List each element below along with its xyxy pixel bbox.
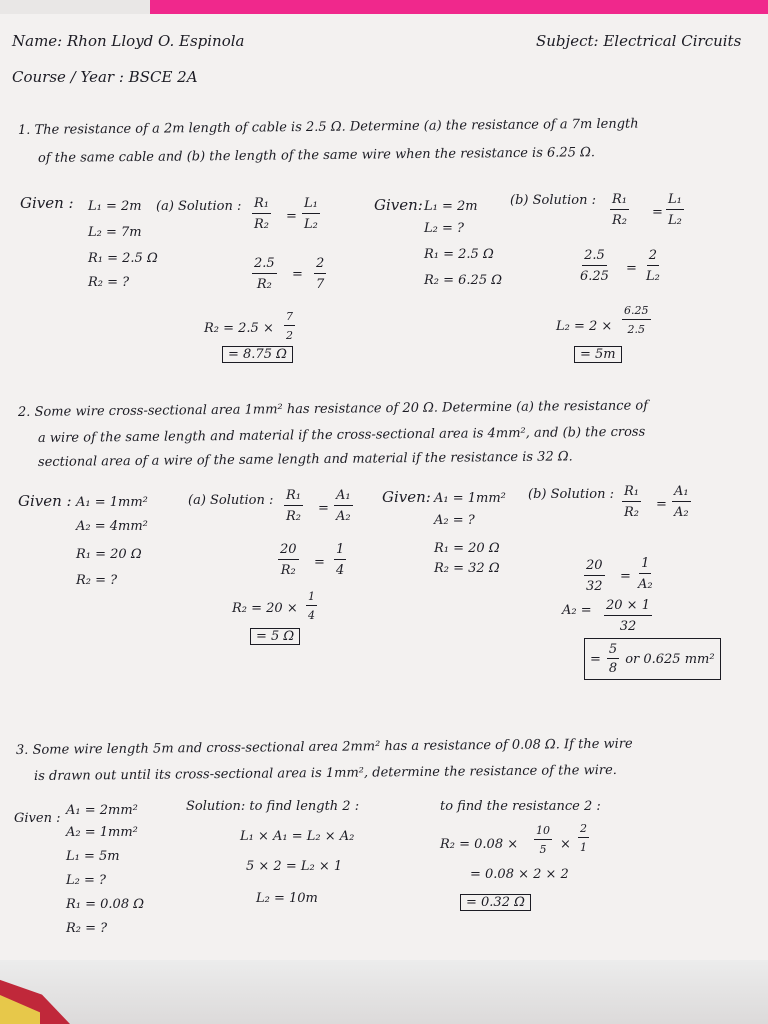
p2b-given-item: A₁ = 1mm²: [434, 491, 506, 506]
p1b-step: L₂ = 2 ×: [556, 319, 613, 334]
problem-3-line-2: is drawn out until its cross-sectional area is 1mm², determine the resistance of the wire.: [33, 762, 617, 784]
p2b-step-fraction: $\frac{20 \times 1}{32}$: [606, 598, 650, 634]
p3-solution-step: L₁ × A₁ = L₂ × A₂: [240, 829, 355, 844]
p1b-given-item: R₁ = 2.5 Ω: [424, 247, 494, 262]
p1a-fraction-25-r2: $\frac{2.5}{\text{R₂}}$: [254, 256, 275, 292]
p3-given-item: L₁ = 5m: [66, 849, 120, 864]
p2a-fraction-1-4: $\frac{1}{4}$: [336, 542, 345, 578]
p2b-given-item: R₂ = 32 Ω: [434, 561, 500, 576]
problem-2-line-2: a wire of the same length and material if the cross-sectional area is 4mm², and (b) the cross: [37, 424, 646, 446]
p3-resistance-line-2: = 0.08 × 2 × 2: [470, 867, 569, 882]
p3-given-item: A₂ = 1mm²: [66, 825, 138, 840]
p1-given-item: R₁ = 2.5 Ω: [88, 251, 158, 266]
p3-given-label: Given :: [14, 811, 61, 826]
course-year: Course / Year : BSCE 2A: [12, 68, 198, 86]
p2a-fraction-20-r2: $\frac{20}{\text{R₂}}$: [280, 542, 297, 578]
p2b-step: A₂ =: [562, 603, 592, 618]
p2-given-item: R₁ = 20 Ω: [76, 547, 142, 562]
p3-fraction-10-5: $\frac{10}{5}$: [536, 824, 550, 856]
p2a-answer-box: = 5 Ω: [250, 628, 300, 645]
p3-given-item: R₂ = ?: [66, 921, 108, 936]
p3-solution-step: 5 × 2 = L₂ × 1: [246, 859, 343, 874]
p2-given-item: A₁ = 1mm²: [76, 495, 148, 510]
p1a-answer-box: = 8.75 Ω: [222, 346, 293, 363]
p1a-step-fraction: $\frac{7}{2}$: [286, 310, 293, 342]
p1b-answer-box: = 5m: [574, 346, 622, 363]
p2a-step-fraction: $\frac{1}{4}$: [308, 590, 315, 622]
p1-given-item: L₁ = 2m: [88, 199, 142, 214]
p1a-step: R₂ = 2.5 ×: [204, 321, 274, 336]
p2a-fraction-r1-r2: $\frac{\text{R₁}}{\text{R₂}}$: [286, 488, 301, 524]
p3-given-item: L₂ = ?: [66, 873, 106, 888]
p3-fraction-2-1: $\frac{2}{1}$: [580, 822, 587, 854]
p2-given-label: Given :: [18, 492, 72, 510]
p2-given-item: A₂ = 4mm²: [76, 519, 148, 534]
p1-given-item: R₂ = ?: [88, 275, 130, 290]
p3-resistance-step: R₂ = 0.08 ×: [440, 837, 519, 852]
equals-sign: =: [652, 205, 663, 220]
p1b-given-item: L₂ = ?: [424, 221, 464, 236]
times-sign: ×: [560, 837, 571, 852]
p2a-fraction-a1-a2: $\frac{\text{A₁}}{\text{A₂}}$: [336, 488, 351, 524]
equals-sign: =: [626, 261, 637, 276]
problem-3-line-1: 3. Some wire length 5m and cross-sectional area 2mm² has a resistance of 0.08 Ω. If the wire: [15, 736, 633, 758]
p2b-given-label: Given:: [382, 488, 431, 506]
equals-sign: =: [656, 497, 667, 512]
problem-1-line-1: 1. The resistance of a 2m length of cable is 2.5 Ω. Determine (a) the resistance of a 7m length: [17, 116, 639, 138]
p1b-fraction-25-625: $\frac{2.5}{6.25}$: [580, 248, 609, 284]
problem-2-line-1: 2. Some wire cross-sectional area 1mm² has resistance of 20 Ω. Determine (a) the resistance of: [17, 398, 649, 420]
p1b-given-label: Given:: [374, 196, 423, 214]
p1a-fraction-r1-r2: $\frac{\text{R₁}}{\text{R₂}}$: [254, 196, 269, 232]
p2b-fraction-1-a2: $\frac{1}{\text{A₂}}$: [638, 556, 653, 592]
p2b-answer-box: [584, 638, 721, 680]
p2-given-item: R₂ = ?: [76, 573, 118, 588]
p2a-step: R₂ = 20 ×: [232, 601, 298, 616]
p1-given-item: L₂ = 7m: [88, 225, 142, 240]
equals-sign: =: [292, 267, 303, 282]
equals-sign: =: [620, 569, 631, 584]
equals-sign: =: [318, 501, 329, 516]
p2b-answer-fraction: $\frac{5}{8}$: [608, 642, 618, 676]
p3-answer-box: = 0.32 Ω: [460, 894, 531, 911]
p1b-solution-label: (b) Solution :: [510, 193, 596, 208]
p2b-given-item: A₂ = ?: [434, 513, 475, 528]
equals-sign: =: [314, 555, 325, 570]
p1b-step-fraction: $\frac{6.25}{2.5}$: [624, 304, 649, 336]
p3-given-item: R₁ = 0.08 Ω: [66, 897, 145, 912]
equals-sign: =: [286, 209, 297, 224]
p1b-given-item: L₁ = 2m: [424, 199, 478, 214]
p2b-given-item: R₁ = 20 Ω: [434, 541, 500, 556]
page-bottom-shadow: [0, 960, 768, 1024]
p1a-solution-label: (a) Solution :: [156, 199, 242, 214]
p1a-fraction-l1-l2: $\frac{\text{L₁}}{\text{L₂}}$: [304, 196, 318, 232]
p1-given-label: Given :: [20, 194, 74, 212]
problem-2-line-3: sectional area of a wire of the same length and material if the resistance is 32 Ω.: [37, 449, 573, 470]
p2b-solution-label: (b) Solution :: [528, 487, 614, 502]
p3-solution-step: L₂ = 10m: [256, 891, 318, 906]
p3-resistance-label: to find the resistance 2 :: [440, 799, 601, 814]
p2b-fraction-a1-a2: $\frac{\text{A₁}}{\text{A₂}}$: [674, 484, 689, 520]
p3-given-item: A₁ = 2mm²: [66, 803, 138, 818]
p2b-answer-equals: =: [590, 651, 601, 667]
p2a-solution-label: (a) Solution :: [188, 493, 274, 508]
student-name: Name: Rhon Lloyd O. Espinola: [12, 32, 245, 50]
p1b-fraction-l1-l2: $\frac{\text{L₁}}{\text{L₂}}$: [668, 192, 682, 228]
subject-label: Subject: Electrical Circuits: [536, 32, 742, 50]
p2b-answer-decimal: or 0.625 mm²: [625, 651, 715, 667]
p2b-fraction-r1-r2: $\frac{\text{R₁}}{\text{R₂}}$: [624, 484, 639, 520]
p1b-fraction-r1-r2: $\frac{\text{R₁}}{\text{R₂}}$: [612, 192, 627, 228]
problem-1-line-2: of the same cable and (b) the length of the same wire when the resistance is 6.25 Ω.: [37, 145, 596, 166]
p1b-given-item: R₂ = 6.25 Ω: [424, 273, 503, 288]
p1a-fraction-2-7: $\frac{2}{7}$: [316, 256, 325, 292]
p1b-fraction-2-l2: $\frac{2}{\text{L₂}}$: [646, 248, 660, 284]
p2b-fraction-20-32: $\frac{20}{32}$: [586, 558, 603, 594]
p3-solution-label: Solution: to find length 2 :: [186, 799, 360, 814]
